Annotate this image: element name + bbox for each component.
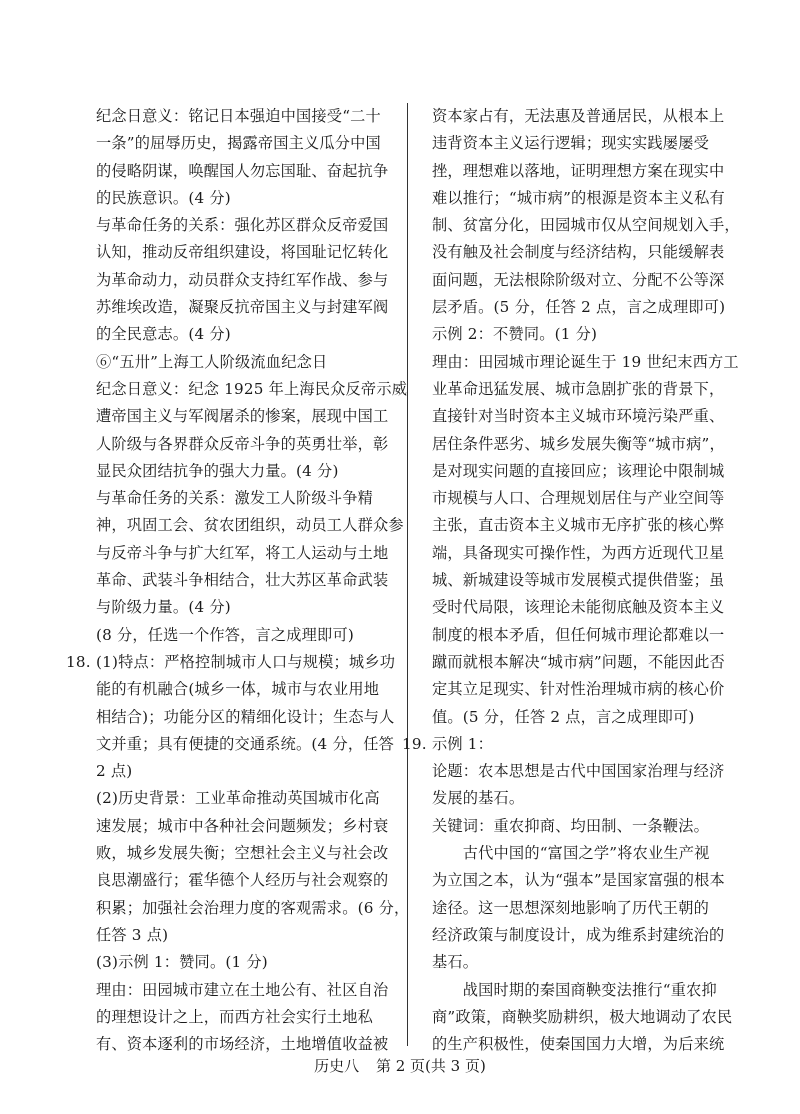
answer-line: 理由：田园城市建立在土地公有、社区自治	[96, 980, 389, 999]
answer-line: 能的有机融合(城乡一体，城市与农业用地	[96, 680, 380, 699]
column-divider	[407, 103, 408, 1046]
text-line: 市规模与人口、合理规划居住与产业空间等	[432, 489, 725, 508]
answer-line: 发展的基石。	[432, 789, 525, 808]
text-line: 一条”的屈辱历史，揭露帝国主义瓜分中国	[96, 134, 381, 153]
text-line: 业革命迅猛发展、城市急剧扩张的背景下，	[432, 379, 725, 398]
text-line: 神，巩固工会、贫农团组织，动员工人群众参	[96, 516, 404, 535]
footer-subject: 历史八	[314, 1057, 360, 1075]
text-line: 面问题，无法根除阶级对立、分配不公等深	[432, 270, 725, 289]
answer-line: (1)特点：严格控制城市人口与规模；城乡功	[96, 652, 396, 671]
answer-line: 积累；加强社会治理力度的客观需求。(6 分，	[96, 898, 410, 917]
text-line: 理由：田园城市理论诞生于 19 世纪末西方工	[432, 352, 739, 371]
left-column-text	[96, 103, 418, 649]
text-line: 端，具备现实可操作性，为西方近现代卫星	[432, 543, 725, 562]
text-line: 为革命动力，动员群众支持红军作战、参与	[96, 270, 389, 289]
page-footer	[0, 1055, 800, 1076]
text-line: (8 分，任选一个作答，言之成理即可)	[96, 625, 354, 644]
text-line: 纪念日意义：铭记日本强迫中国接受“二十	[96, 107, 381, 125]
text-line: 定其立足现实、针对性治理城市病的核心价	[432, 680, 725, 699]
text-line: 违背资本主义运行逻辑；现实实践屡屡受	[432, 134, 709, 153]
text-line: 居住条件恶劣、城乡发展失衡等“城市病”，	[432, 434, 725, 453]
text-line: 蹴而就根本解决“城市病”问题，不能因此否	[432, 652, 725, 671]
answer-line: 为立国之本，认为“强本”是国家富强的根本	[432, 871, 725, 890]
answer-line: 的生产积极性，使秦国国力大增，为后来统	[432, 1035, 725, 1054]
answer-line: 的理想设计之上，而西方社会实行土地私	[96, 1007, 373, 1026]
answer-line: 速发展；城市中各种社会问题频发；乡村衰	[96, 816, 389, 835]
question-19-text	[432, 731, 754, 1059]
text-line: 纪念日意义：纪念 1925 年上海民众反帝示威	[96, 379, 408, 398]
text-line: 值。(5 分，任答 2 点，言之成理即可)	[432, 707, 695, 726]
text-line: 与阶级力量。(4 分)	[96, 598, 231, 617]
answer-line: 关键词：重农抑商、均田制、一条鞭法。	[432, 816, 709, 835]
answer-line: 良思潮盛行；霍华德个人经历与社会观察的	[96, 871, 389, 890]
text-line: 直接针对当时资本主义城市环境污染严重、	[432, 407, 725, 426]
text-line: 遭帝国主义与军阀屠杀的惨案，展现中国工	[96, 407, 389, 426]
question-19	[402, 731, 754, 1059]
answer-line: 文并重；具有便捷的交通系统。(4 分，任答	[96, 734, 394, 753]
answer-line: 任答 3 点)	[96, 925, 169, 944]
text-line: 是对现实问题的直接回应；该理论中限制城	[432, 461, 725, 480]
text-line: 挫，理想难以落地，证明理想方案在现实中	[432, 161, 725, 180]
answer-line: 有、资本逐利的市场经济，土地增值收益被	[96, 1035, 389, 1054]
text-line: 难以推行；“城市病”的根源是资本主义私有	[432, 188, 725, 207]
text-line: 显民众团结抗争的强大力量。(4 分)	[96, 461, 339, 480]
answer-line: 论题：农本思想是古代中国国家治理与经济	[432, 762, 725, 781]
text-line: 制度的根本矛盾，但任何城市理论都难以一	[432, 625, 725, 644]
text-line: 与革命任务的关系：激发工人阶级斗争精	[96, 489, 373, 508]
text-line: 制、贫富分化，田园城市仅从空间规划入手，	[432, 216, 740, 235]
text-line: 受时代局限，该理论未能彻底触及资本主义	[432, 598, 725, 617]
answer-line: 示例 1：	[432, 734, 494, 753]
answer-line: 基石。	[432, 953, 479, 972]
answer-line: 古代中国的“富国之学”将农业生产视	[432, 844, 710, 863]
text-line: 主张，直击资本主义城市无序扩张的核心弊	[432, 516, 725, 535]
text-line: 的民族意识。(4 分)	[96, 188, 231, 207]
answer-line: (3)示例 1：赞同。(1 分)	[96, 953, 268, 972]
text-line: 与反帝斗争与扩大红军，将工人运动与土地	[96, 543, 389, 562]
question-18-number: 18.	[66, 652, 91, 671]
answer-line: 商”政策，商鞅奖励耕织，极大地调动了农民	[432, 1007, 733, 1026]
answer-line: 经济政策与制度设计，成为维系封建统治的	[432, 925, 725, 944]
question-18	[66, 649, 418, 1058]
answer-line: 相结合)；功能分区的精细化设计；生态与人	[96, 707, 395, 726]
question-18-text	[96, 649, 418, 1058]
text-line: 与革命任务的关系：强化苏区群众反帝爱国	[96, 216, 389, 235]
answer-line: 途径。这一思想深刻地影响了历代王朝的	[432, 898, 709, 917]
text-line: ⑥“五卅”上海工人阶级流血纪念日	[96, 352, 328, 371]
answer-line: 败，城乡发展失衡；空想社会主义与社会改	[96, 844, 389, 863]
text-line: 示例 2：不赞同。(1 分)	[432, 325, 598, 344]
text-line: 苏维埃改造，凝聚反抗帝国主义与封建军阀	[96, 298, 389, 317]
right-column-text	[432, 103, 754, 731]
answer-line: (2)历史背景：工业革命推动英国城市化高	[96, 789, 380, 808]
question-19-number: 19.	[402, 734, 427, 753]
text-line: 人阶级与各界群众反帝斗争的英勇壮举，彰	[96, 434, 389, 453]
answer-line: 2 点)	[96, 762, 133, 781]
footer-page-number: 第 2 页(共 3 页)	[375, 1057, 486, 1075]
text-line: 没有触及社会制度与经济结构，只能缓解表	[432, 243, 725, 262]
right-column	[402, 103, 754, 1058]
text-line: 的全民意志。(4 分)	[96, 325, 231, 344]
answer-line: 战国时期的秦国商鞅变法推行“重农抑	[432, 980, 717, 999]
text-line: 城、新城建设等城市发展模式提供借鉴；虽	[432, 571, 725, 590]
text-line: 认知，推动反帝组织建设，将国耻记忆转化	[96, 243, 389, 262]
text-line: 资本家占有，无法惠及普通居民，从根本上	[432, 107, 725, 125]
text-line: 的侵略阴谋，唤醒国人勿忘国耻、奋起抗争	[96, 161, 389, 180]
text-line: 层矛盾。(5 分，任答 2 点，言之成理即可)	[432, 298, 726, 317]
left-column	[66, 103, 418, 1058]
text-line: 革命、武装斗争相结合，壮大苏区革命武装	[96, 571, 389, 590]
